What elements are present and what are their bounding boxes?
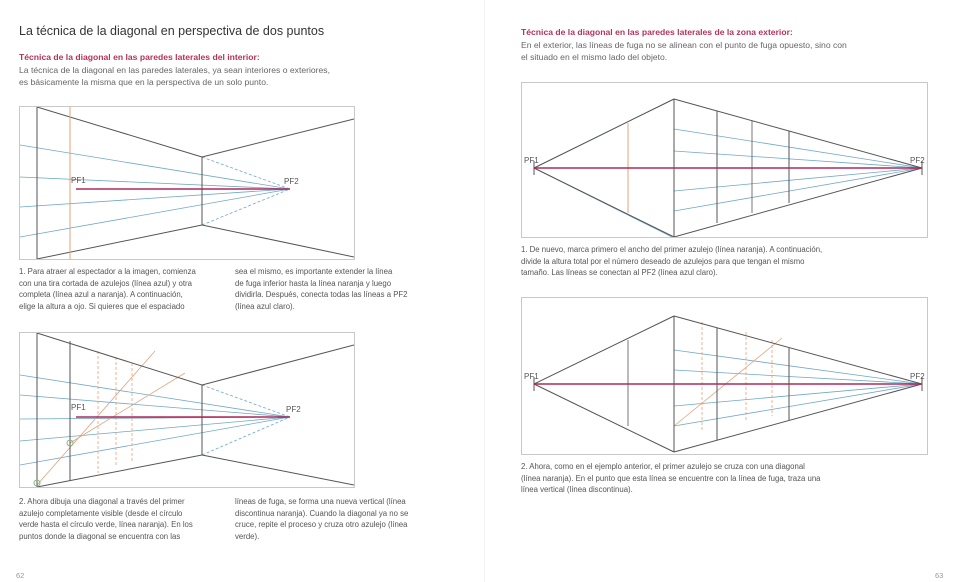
figure-interior-step2: [19, 332, 355, 488]
page-number: 63: [935, 571, 944, 580]
right-page: [485, 0, 970, 582]
caption-line: divide la altura total por el número deseado de azulejos para que tengan el mismo: [521, 256, 805, 266]
caption-line: completa (línea azul a naranja). A continuación,: [19, 290, 183, 299]
vanishing-point-label: PF2: [910, 372, 925, 381]
caption-exterior-step1: [521, 244, 941, 279]
vanishing-point-label: PF2: [286, 405, 301, 414]
caption-line: discontinua naranja). Cuando la diagonal ya no se: [235, 508, 409, 518]
intro-line-2: es básicamente la misma que en la perspectiva de un solo punto.: [19, 77, 269, 87]
caption-line: (línea azul claro).: [235, 301, 295, 311]
intro-line-1: La técnica de la diagonal en las paredes laterales, ya sean interiores o exteriores,: [19, 65, 330, 75]
caption-line: cruce, repite el proceso y cruza otro azulejo (línea: [235, 520, 408, 529]
caption-step2-col1: [19, 496, 231, 542]
caption-line: elige la altura a ojo. Si quieres que el espaciado: [19, 301, 185, 311]
perspective-diagram-4: [522, 298, 927, 454]
section-subheading: Técnica de la diagonal en las paredes laterales del interior:: [19, 52, 260, 62]
caption-line: 1. De nuevo, marca primero el ancho del primer azulejo (línea naranja). A continuación,: [521, 245, 823, 254]
caption-exterior-step2: [521, 461, 941, 496]
page-title: La técnica de la diagonal en perspectiva de dos puntos: [19, 24, 325, 38]
caption-line: puntos donde la diagonal se encuentra con las: [19, 531, 181, 541]
figure-exterior-step1: [521, 82, 928, 238]
figure-interior-step1: [19, 106, 355, 260]
section-subheading: Técnica de la diagonal en las paredes laterales de la zona exterior:: [521, 27, 793, 37]
caption-line: con una tira cortada de azulejos (línea azul) y otra: [19, 278, 192, 288]
vanishing-point-label: PF1: [524, 372, 539, 381]
caption-line: azulejo completamente visible (desde el círculo: [19, 508, 183, 518]
vanishing-point-label: PF1: [524, 156, 539, 165]
caption-line: dividirla. Después, conecta todas las líneas a PF2: [235, 290, 408, 299]
caption-step1-col2: [235, 266, 435, 312]
vanishing-point-label: PF1: [71, 403, 86, 412]
caption-line: 1. Para atraer al espectador a la imagen, comienza: [19, 267, 196, 276]
caption-line: línea vertical (línea discontinua).: [521, 485, 633, 494]
caption-line: verde hasta el círculo verde, línea naranja). En los: [19, 520, 193, 529]
perspective-diagram-3: [522, 83, 927, 237]
caption-step2-col2: [235, 496, 435, 542]
intro-line-1: En el exterior, las líneas de fuga no se alinean con el punto de fuga opuesto, sino con: [521, 40, 847, 50]
vanishing-point-label: PF2: [910, 156, 925, 165]
caption-line: de fuga inferior hasta la línea naranja y luego: [235, 278, 392, 288]
figure-exterior-step2: [521, 297, 928, 455]
vanishing-point-label: PF1: [71, 176, 86, 185]
caption-line: verde).: [235, 531, 260, 541]
caption-step1-col1: [19, 266, 231, 312]
intro-line-2: el situado en el mismo lado del objeto.: [521, 52, 668, 62]
page-number: 62: [16, 571, 25, 580]
caption-line: 2. Ahora dibuja una diagonal a través del primer: [19, 497, 185, 506]
caption-line: sea el mismo, es importante extender la línea: [235, 267, 393, 276]
vanishing-point-label: PF2: [284, 177, 299, 186]
caption-line: líneas de fuga, se forma una nueva vertical (línea: [235, 497, 406, 506]
caption-line: 2. Ahora, como en el ejemplo anterior, el primer azulejo se cruza con una diagonal: [521, 462, 805, 471]
caption-line: (línea naranja). En el punto que esta línea se encuentre con la línea de fuga, traza una: [521, 473, 821, 483]
caption-line: tamaño. Las líneas se conectan al PF2 (línea azul claro).: [521, 268, 718, 277]
